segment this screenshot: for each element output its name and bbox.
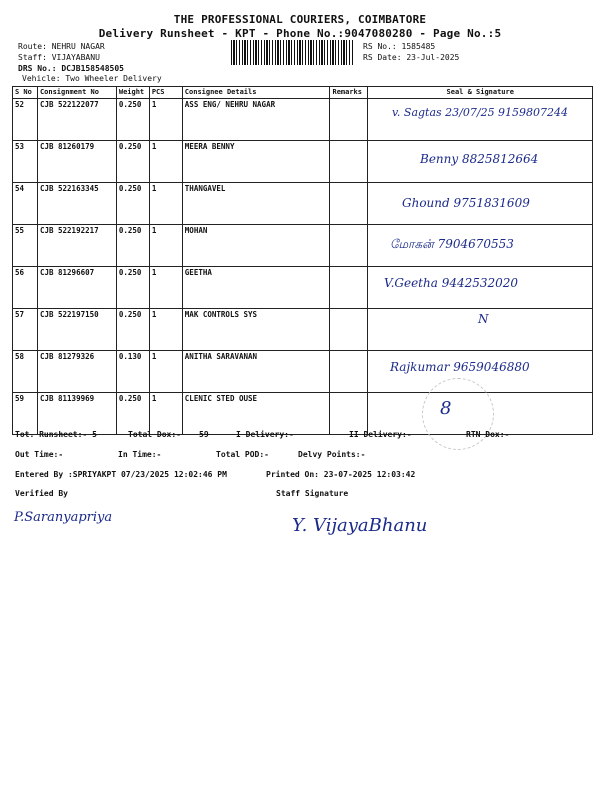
handwritten-signature: மோகன் 7904670553: [390, 237, 514, 251]
table-row: [13, 309, 593, 351]
cell-weight: 0.250: [116, 183, 149, 225]
col-consignment: Consignment No: [37, 87, 116, 99]
cell-weight: 0.250: [116, 393, 149, 435]
cell-consignment: CJB 522197150: [37, 309, 116, 351]
cell-consignment: CJB 522192217: [37, 225, 116, 267]
cell-consignee: THANGAVEL: [182, 183, 330, 225]
delvy-points: Delvy Points:-: [298, 450, 366, 459]
cell-remarks: [330, 309, 368, 351]
cell-consignment: CJB 81260179: [37, 141, 116, 183]
table-header-row: [13, 87, 593, 99]
runsheet-subtitle: Delivery Runsheet - KPT - Phone No.:9047080280 - Page No.:5: [98, 27, 502, 40]
cell-weight: 0.250: [116, 99, 149, 141]
tot-runsheet: Tot. Runsheet:- 5: [15, 430, 97, 439]
cell-remarks: [330, 141, 368, 183]
handwritten-signature: Benny 8825812664: [420, 152, 539, 166]
cell-sno: 55: [13, 225, 38, 267]
out-time: Out Time:-: [15, 450, 64, 459]
cell-sno: 57: [13, 309, 38, 351]
handwritten-signature: v. Sagtas 23/07/25 9159807244: [392, 106, 569, 119]
rs-number: RS No.: 1585485: [363, 42, 436, 51]
entered-by: Entered By :SPRIYAKPT 07/23/2025 12:02:46 PM: [15, 470, 227, 479]
cell-consignee: CLENIC STED OUSE: [182, 393, 330, 435]
cell-sno: 52: [13, 99, 38, 141]
handwritten-signature: N: [478, 312, 489, 326]
cell-signature: [368, 99, 593, 141]
cell-weight: 0.250: [116, 309, 149, 351]
cell-weight: 0.250: [116, 225, 149, 267]
cell-consignment: CJB 81279326: [37, 351, 116, 393]
cell-sno: 53: [13, 141, 38, 183]
route-label: Route: NEHRU NAGAR: [18, 42, 105, 51]
cell-remarks: [330, 393, 368, 435]
staff-handwritten-signature: Y. VijayaBhanu: [292, 515, 428, 536]
ii-delivery: II Delivery:-: [349, 430, 412, 439]
cell-consignee: GEETHA: [182, 267, 330, 309]
cell-pcs: 1: [149, 267, 182, 309]
staff-label: Staff: VIJAYABANU: [18, 53, 100, 62]
cell-consignee: ANITHA SARAVANAN: [182, 351, 330, 393]
delivery-table: [12, 86, 593, 435]
cell-consignee: MEERA BENNY: [182, 141, 330, 183]
rtn-dox: RTN Dox:-: [466, 430, 510, 439]
rs-date: RS Date: 23-Jul-2025: [363, 53, 460, 62]
cell-consignee: MOHAN: [182, 225, 330, 267]
cell-weight: 0.250: [116, 141, 149, 183]
col-remarks: Remarks: [330, 87, 368, 99]
cell-weight: 0.130: [116, 351, 149, 393]
table-row: [13, 393, 593, 435]
faint-seal-stamp: [422, 378, 494, 450]
total-dox-label: Total Dox:-: [128, 430, 181, 439]
cell-consignee: ASS ENG/ NEHRU NAGAR: [182, 99, 330, 141]
table-row: [13, 99, 593, 141]
cell-consignment: CJB 81139969: [37, 393, 116, 435]
col-signature: Seal & Signature: [368, 87, 593, 99]
cell-remarks: [330, 183, 368, 225]
vehicle-label: Vehicle: Two Wheeler Delivery: [22, 74, 162, 83]
printed-on: Printed On: 23-07-2025 12:03:42: [266, 470, 416, 479]
company-title: THE PROFESSIONAL COURIERS, COIMBATORE: [173, 13, 427, 26]
verified-by-label: Verified By: [15, 489, 68, 498]
cell-remarks: [330, 351, 368, 393]
verifier-signature: P.Saranyapriya: [14, 510, 113, 525]
col-pcs: PCS: [149, 87, 182, 99]
cell-weight: 0.250: [116, 267, 149, 309]
drs-number: DRS No.: DCJB158548505: [18, 64, 124, 73]
cell-consignment: CJB 522163345: [37, 183, 116, 225]
total-dox-value: 59: [199, 430, 209, 439]
cell-pcs: 1: [149, 351, 182, 393]
cell-consignment: CJB 522122077: [37, 99, 116, 141]
col-consignee: Consignee Details: [182, 87, 330, 99]
in-time: In Time:-: [118, 450, 162, 459]
i-delivery: I Delivery:-: [236, 430, 294, 439]
cell-remarks: [330, 99, 368, 141]
handwritten-signature: Ghound 9751831609: [402, 196, 530, 210]
cell-pcs: 1: [149, 309, 182, 351]
cell-sno: 56: [13, 267, 38, 309]
cell-pcs: 1: [149, 141, 182, 183]
barcode: [231, 40, 353, 65]
cell-pcs: 1: [149, 183, 182, 225]
col-sno: S No: [13, 87, 38, 99]
cell-pcs: 1: [149, 225, 182, 267]
staff-signature-label: Staff Signature: [276, 489, 349, 498]
cell-consignee: MAK CONTROLS SYS: [182, 309, 330, 351]
cell-pcs: 1: [149, 393, 182, 435]
cell-remarks: [330, 225, 368, 267]
cell-consignment: CJB 81296607: [37, 267, 116, 309]
cell-sno: 59: [13, 393, 38, 435]
handwritten-signature: 8: [440, 398, 452, 419]
cell-sno: 58: [13, 351, 38, 393]
total-pod: Total POD:-: [216, 450, 269, 459]
cell-remarks: [330, 267, 368, 309]
col-weight: Weight: [116, 87, 149, 99]
handwritten-signature: V.Geetha 9442532020: [384, 276, 519, 290]
cell-sno: 54: [13, 183, 38, 225]
handwritten-signature: Rajkumar 9659046880: [390, 360, 530, 374]
cell-pcs: 1: [149, 99, 182, 141]
